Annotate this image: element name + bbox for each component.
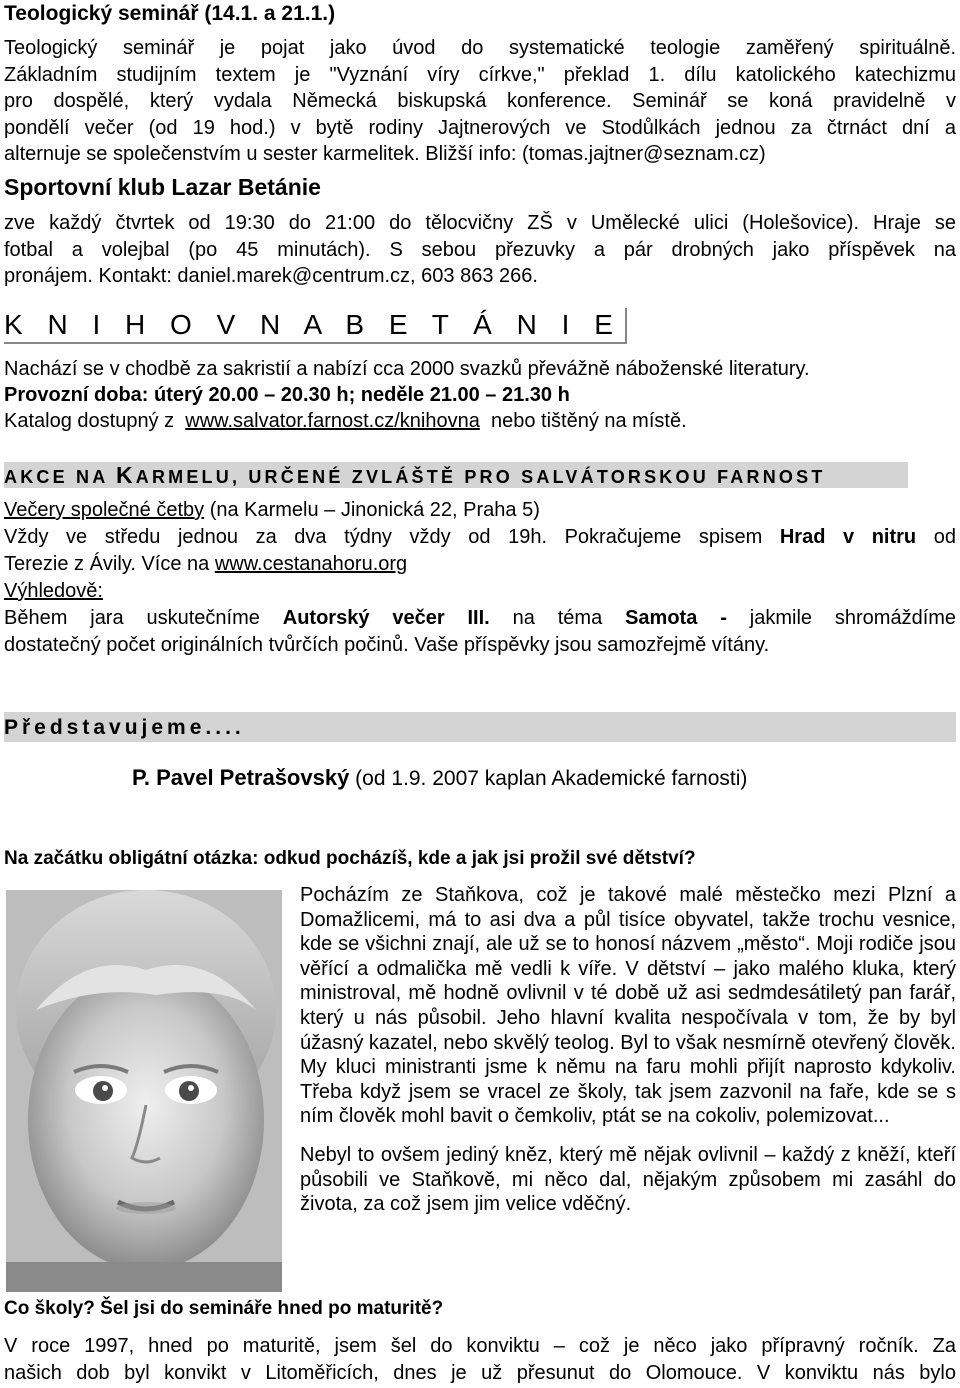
childhood-photo — [6, 890, 282, 1292]
answer-2: V roce 1997, hned po maturitě, jsem šel do konviktu – což je něco jako přípravný ročník. Za našich dob byl konvikt v Litoměřicích, dnes je už přesunut do Olomouce. V konviktu nás bylo — [4, 1335, 956, 1384]
child-portrait-image — [6, 890, 282, 1292]
library-catalog-link[interactable]: www.salvator.farnost.cz/knihovna — [185, 410, 480, 432]
predstavujeme-heading: Představujeme.... — [4, 716, 245, 739]
question-2: Co školy? Šel jsi do semináře hned po maturitě? — [4, 1298, 444, 1319]
library-text: Nachází se v chodbě za sakristií a nabízí cca 2000 svazků převážně náboženské literatury. Provozní doba: úterý 20.00 – 20.30 h; neděle 21.00 – 21.30 h Katalog dostupný z www.salvator.farnost.cz/knihovna nebo tištěný na místě. — [4, 356, 956, 434]
sport-heading: Sportovní klub Lazar Betánie — [4, 174, 321, 200]
answer-1: Pocházím ze Staňkova, což je takové malé městečko mezi Plzní a Domažlicemi, má to asi dva a půl tisíce obyvatel, takže trochu vesnice, kde se všichni znají, ale už se to honosí názvem „město“. Moji rodiče jsou věřící a odmalička mě vedli k víře. V dětství – jako malého kluka, který ministroval, mě hodně ovlivnil v té době už asi sedmdesátiletý pan farář, který u nás působil. Jeho hlavní kvalita nespočívala v tom, že by byl úžasný kazatel, nebo skvělý teolog. Byl to však nesmírně otevřený člověk. My kluci ministranti jsme k němu na faru mohli přijít naprosto kdykoliv. Třeba když jsem se vracel ze školy, tak jsem zazvonil na faře, kde se s ním člověk mohl bavit o čemkoliv, ptát se na cokoliv, polemizovat... Nebyl to ovšem jediný kněz, který mě nějak ovlivnil – každý z kněží, kteří působili ve Staňkově, mi něco dal, nějakým způsobem mi zasáhl do života, za což jsem jim velice vděčný. — [300, 884, 956, 1216]
karmel-text: Večery společné četby (na Karmelu – Jinonická 22, Praha 5) Vždy ve středu jednou za dva týdny vždy od 19h. Pokračujeme spisem Hrad v nitru od Terezie z Ávily. Více na www.cestanahoru.org Výhledově: Během jara uskutečníme Autorský večer III. na téma Samota - jakmile shromáždíme dostatečný počet originálních tvůrčích počinů. Vaše příspěvky jsou samozřejmě vítány. — [4, 499, 957, 656]
vecery-label: Večery společné četby — [4, 499, 205, 521]
library-hours: Provozní doba: úterý 20.00 – 20.30 h; neděle 21.00 – 21.30 h — [4, 384, 570, 406]
seminar-text: Teologický seminář je pojat jako úvod do systematické teologie zaměřený spirituálně. Základním studijním textem je "Vyznání víry církve," překlad 1. dílu katolického katechizmu pro dospělé, který vydala Německá biskupská konference. Seminář se koná pravidelně v pondělí večer (od 19 hod.) v bytě rodiny Jajtnerových ve Stodůlkách jednou za čtrnáct dní a alternuje se společenstvím u sester karmelitek. Bližší info: (tomas.jajtner@seznam.cz) — [4, 37, 956, 165]
sport-text: zve každý čtvrtek od 19:30 do 21:00 do tělocvičny ZŠ v Umělecké ulici (Holešovice). Hraje se fotbal a volejbal (po 45 minutách). S sebou přezuvky a pár drobných jako příspěvek na pronájem. Kontakt: daniel.marek@centrum.cz, 603 863 266. — [4, 212, 956, 287]
question-1: Na začátku obligátní otázka: odkud pocházíš, kde a jak jsi prožil své dětství? — [4, 848, 696, 869]
karmel-heading: AKCE NA KARMELU, URČENÉ ZVLÁŠTĚ PRO SALVÁTORSKOU FARNOST — [4, 462, 826, 488]
priest-name-line: P. Pavel Petrašovský (od 1.9. 2007 kaplan Akademické farnosti) — [132, 765, 748, 790]
library-heading: K N I H O V N A B E T Á N I E — [4, 308, 627, 344]
seminar-heading: Teologický seminář (14.1. a 21.1.) — [4, 2, 336, 25]
vyhledove-label: Výhledově: — [4, 580, 103, 602]
cestanahoru-link[interactable]: www.cestanahoru.org — [214, 553, 408, 575]
